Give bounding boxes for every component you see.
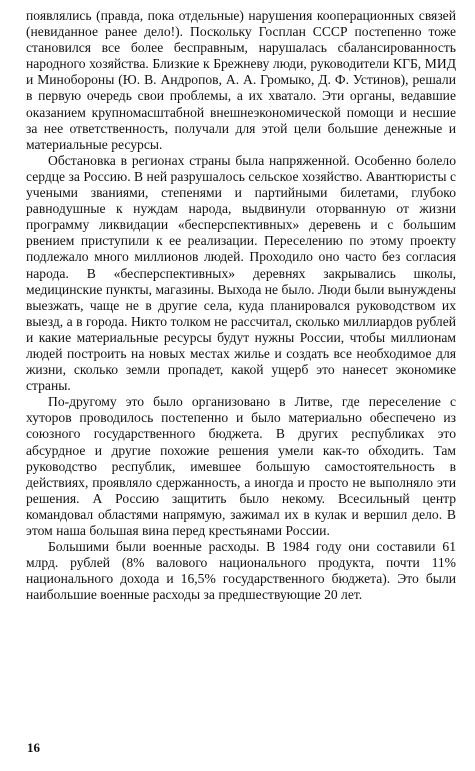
page-number: 16 <box>27 740 40 755</box>
paragraph-2: Обстановка в регионах страны была напряженной. Особенно болело сердце за Россию. В ней разрушалось сельское хозяйство. Авантюристы с учеными званиями, степенями и партийными билетами, глубоко равнодушные к нуждам народа, выдвинули оторванную от жизни программу ликвидации «бесперспективных» деревень и с большим рвением приступили к ее реализации. Переселению по этому проекту подлежало много миллионов людей. Проходило оно часто без согласия народа. В «бесперспективных» деревнях закрывались школы, медицинские пункты, магазины. Выхода не было. Люди были вынуждены выезжать, чаще не в другие села, куда планировался руководством их выезд, а в города. Никто толком не рассчитал, сколько миллиардов рублей и какие материальные ресурсы будут нужны России, чтобы миллионам людей построить на новых местах жилье и создать все необходимое для жизни, сколько земли пропадет, какой ущерб это нанесет экономике страны. <box>26 152 456 394</box>
paragraph-3: По-другому это было организовано в Литве, где переселение с хуторов проводилось постепенно и было материально обеспечено из союзного государственного бюджета. В других республиках это абсурдное и другие похожие решения умели как-то обходить. Там руководство республик, имевшее большую самостоятельность в действиях, проявляло сдержанность, а иногда и просто не выполняло эти решения. А Россию защитить было некому. Всесильный центр командовал областями напрямую, зажимал их в кулак и вершил дело. В этом наша большая вина перед крестьянами России. <box>26 394 456 538</box>
page-text <box>26 8 456 603</box>
paragraph-4: Большими были военные расходы. В 1984 году они составили 61 млрд. рублей (8% валового национального продукта, почти 11% национального дохода и 16,5% государственного бюджета). Это были наибольшие военные расходы за предшествующие 20 лет. <box>26 539 456 603</box>
paragraph-1: появлялись (правда, пока отдельные) нарушения кооперационных связей (невиданное ранее дело!). Поскольку Госплан СССР постепенно тоже становился все более бесправным, нарушалась сбалансированность народного хозяйства. Близкие к Брежневу люди, руководители КГБ, МИД и Минобороны (Ю. В. Андропов, А. А. Громыко, Д. Ф. Устинов), решали в первую очередь свои проблемы, а их хватало. Эти органы, ведавшие оказанием крупномасштабной внешнеэкономической помощи и несшие за нее ответственность, получали для этой цели большие денежные и материальные ресурсы. <box>26 8 456 152</box>
